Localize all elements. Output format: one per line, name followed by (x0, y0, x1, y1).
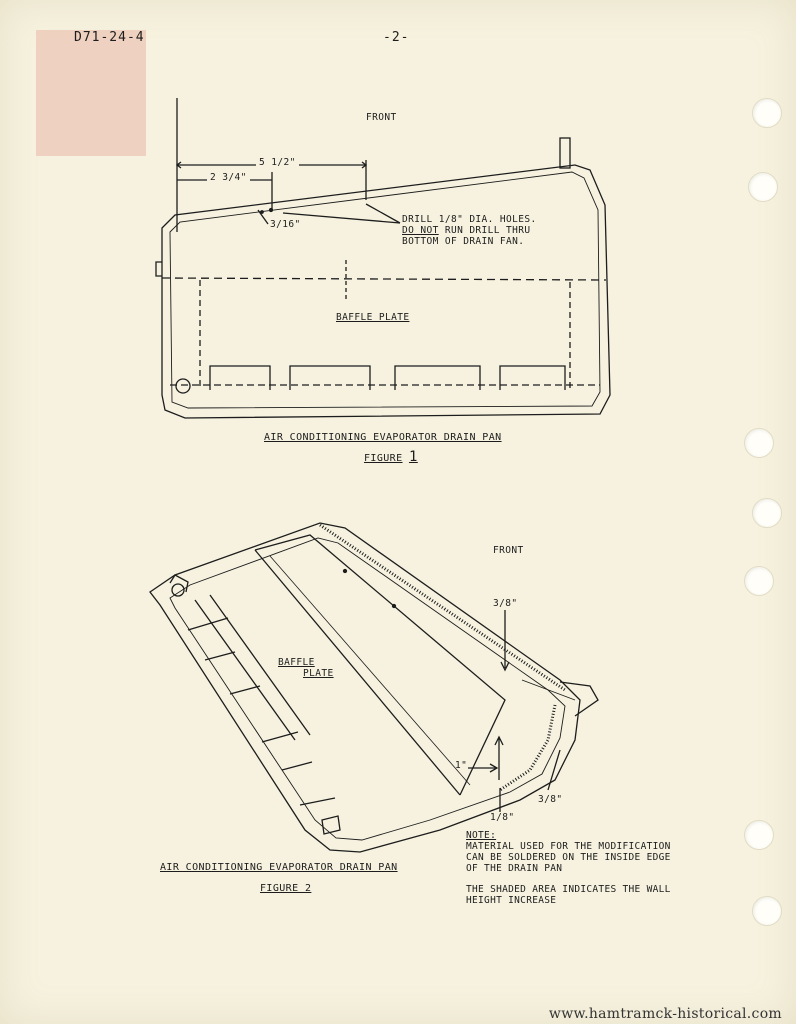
fig2-baffle-line2: PLATE (303, 668, 334, 679)
fig1-dim-outer: 5 1/2" (256, 157, 299, 168)
note-title: NOTE: (466, 830, 497, 841)
note-line: CAN BE SOLDERED ON THE INSIDE EDGE (466, 852, 671, 863)
fig2-caption: AIR CONDITIONING EVAPORATOR DRAIN PAN (160, 862, 398, 873)
fig1-drill-line3: BOTTOM OF DRAIN FAN. (402, 236, 525, 247)
fig1-drill-do-not: DO NOT (402, 225, 439, 236)
fig1-drill-line2-rest: RUN DRILL THRU (438, 225, 531, 236)
fig2-front-label: FRONT (493, 545, 524, 556)
note-line: MATERIAL USED FOR THE MODIFICATION (466, 841, 671, 852)
fig1-drill-line1: DRILL 1/8" DIA. HOLES. (402, 214, 537, 225)
page-number: -2- (383, 30, 410, 45)
fig2-dim-one-inch: 1" (455, 760, 468, 771)
fig1-dim-small: 3/16" (270, 219, 301, 230)
note-line: OF THE DRAIN PAN (466, 863, 563, 874)
fig2-dim-top: 3/8" (493, 598, 518, 609)
fig1-caption: AIR CONDITIONING EVAPORATOR DRAIN PAN (264, 432, 502, 443)
fig1-front-label: FRONT (366, 112, 397, 123)
fig1-drill-note (402, 214, 537, 247)
fig2-baffle-line1: BAFFLE (278, 657, 315, 668)
fig1-baffle-label: BAFFLE PLATE (336, 312, 410, 323)
fig1-dim-inner: 2 3/4" (207, 172, 250, 183)
fig2-figure-label: FIGURE 2 (260, 883, 312, 894)
note-spacer (466, 874, 671, 884)
note-block (466, 830, 671, 906)
note-line: THE SHADED AREA INDICATES THE WALL (466, 884, 671, 895)
note-line: HEIGHT INCREASE (466, 895, 557, 906)
doc-number: D71-24-4 (74, 30, 145, 45)
website-watermark: www.hamtramck-historical.com (548, 1006, 782, 1022)
fig2-dim-bottom: 1/8" (490, 812, 515, 823)
fig1-figure-label (364, 449, 418, 465)
fig1-figure-num: 1 (408, 449, 418, 465)
fig1-drill-line2 (402, 225, 537, 236)
fig2-dim-side: 3/8" (538, 794, 563, 805)
fig1-figure-word: FIGURE (364, 453, 403, 464)
